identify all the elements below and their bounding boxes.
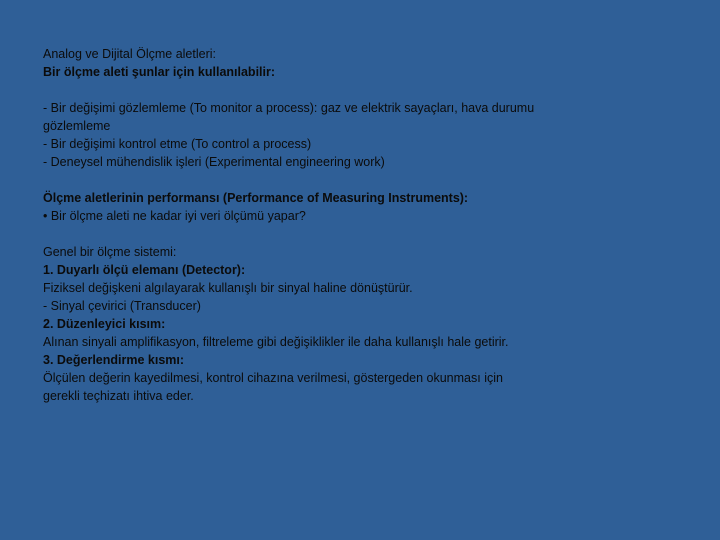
spacer — [43, 81, 683, 99]
system-item-1-sub: - Sinyal çevirici (Transducer) — [43, 299, 201, 313]
system-item-3-text: Ölçülen değerin kayedilmesi, kontrol cihazına verilmesi, göstergeden okunması için gerekli teçhizatı ihtiva eder. — [43, 371, 503, 403]
use-item-1: - Bir değişimi gözlemleme (To monitor a process): gaz ve elektrik sayaçları, hava durumu gözlemleme — [43, 101, 535, 133]
use-item-2: - Bir değişimi kontrol etme (To control a process) — [43, 137, 312, 151]
system-item-2-title: 2. Düzenleyici kısım: — [43, 317, 166, 331]
system-item-2-text: Alınan sinyali amplifikasyon, filtreleme gibi değişiklikler ile daha kullanışlı hale getirir. — [43, 335, 509, 349]
performance-bullet: • Bir ölçme aleti ne kadar iyi veri ölçümü yapar? — [43, 209, 306, 223]
heading-line-1: Analog ve Dijital Ölçme aletleri: — [43, 47, 216, 61]
performance-title: Ölçme aletlerinin performansı (Performance of Measuring Instruments): — [43, 191, 469, 205]
system-title: Genel bir ölçme sistemi: — [43, 245, 177, 259]
slide-body — [43, 45, 683, 405]
system-item-1-text: Fiziksel değişkeni algılayarak kullanışlı bir sinyal haline dönüştürür. — [43, 281, 413, 295]
spacer — [43, 225, 683, 243]
heading-line-2: Bir ölçme aleti şunlar için kullanılabilir: — [43, 65, 276, 79]
system-item-1-title: 1. Duyarlı ölçü elemanı (Detector): — [43, 263, 246, 277]
spacer — [43, 171, 683, 189]
use-item-3: - Deneysel mühendislik işleri (Experimental engineering work) — [43, 155, 385, 169]
system-item-3-title: 3. Değerlendirme kısmı: — [43, 353, 185, 367]
